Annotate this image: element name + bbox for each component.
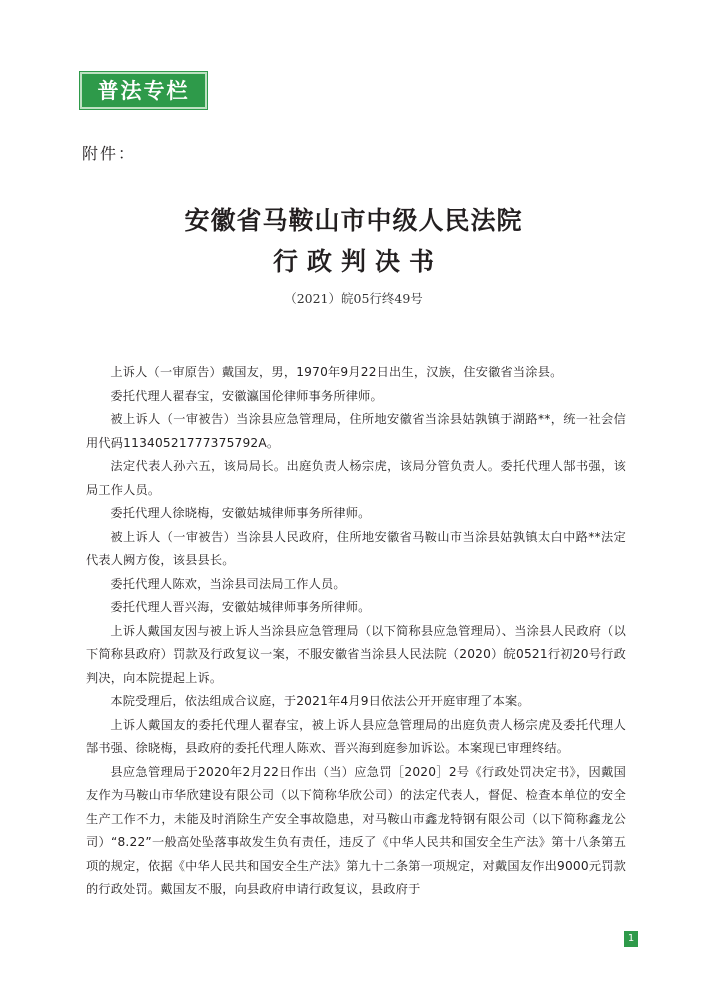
- paragraph: 委托代理人徐晓梅，安徽姑城律师事务所律师。: [110, 506, 371, 520]
- document-type: 行政判决书: [272, 247, 443, 276]
- page-number: 1: [624, 931, 638, 947]
- column-badge: 普法专栏: [80, 72, 207, 109]
- paragraph: 委托代理人翟春宝，安徽瀛国伦律师事务所律师。: [110, 388, 383, 403]
- court-name: 安徽省马鞍山市中级人民法院: [184, 206, 523, 235]
- paragraph: 上诉人戴国友的委托代理人翟春宝，被上诉人县应急管理局的出庭负责人杨宗虎及委托代理人郜书强、徐晓梅，县政府的委托代理人陈欢、晋兴海到庭参加诉讼。本案现已审理终结。: [86, 717, 626, 755]
- judgment-body: [86, 361, 626, 902]
- paragraph: 委托代理人晋兴海，安徽姑城律师事务所律师。: [110, 600, 371, 614]
- paragraph: 县应急管理局于2020年2月22日作出（当）应急罚［2020］2号《行政处罚决定书》，因戴国友作为马鞍山市华欣建设有限公司（以下简称华欣公司）的法定代表人，督促、检查本单位的安全生产工作不力，未能及时消除生产安全事故隐患，对马鞍山市鑫龙特钢有限公司（以下简称鑫龙公司）“8.22”一般高处坠落事故发生负有责任，违反了《中华人民共和国安全生产法》第十八条第五项的规定，依据《中华人民共和国安全生产法》第九十二条第一项规定，对戴国友作出9000元罚款的行政处罚。戴国友不服，向县政府申请行政复议，县政府于: [86, 764, 626, 896]
- paragraph: 法定代表人孙六五，该局局长。出庭负责人杨宗虎，该局分管负责人。委托代理人郜书强，该局工作人员。: [86, 459, 626, 497]
- paragraph: 上诉人戴国友因与被上诉人当涂县应急管理局（以下简称县应急管理局）、当涂县人民政府（以下简称县政府）罚款及行政复议一案，不服安徽省当涂县人民法院（2020）皖0521行初20号行政判决，向本院提起上诉。: [86, 623, 626, 685]
- paragraph: 被上诉人（一审被告）当涂县应急管理局，住所地安徽省当涂县姑孰镇于湖路**，统一社会信用代码11340521777375792A。: [86, 412, 626, 450]
- paragraph: 上诉人（一审原告）戴国友，男，1970年9月22日出生，汉族，住安徽省当涂县。: [110, 365, 563, 379]
- case-number: （2021）皖05行终49号: [284, 291, 423, 306]
- attachment-label: 附件：: [82, 144, 137, 163]
- paragraph: 委托代理人陈欢，当涂县司法局工作人员。: [110, 576, 346, 591]
- paragraph: 本院受理后，依法组成合议庭，于2021年4月9日依法公开开庭审理了本案。: [110, 694, 530, 708]
- paragraph: 被上诉人（一审被告）当涂县人民政府，住所地安徽省马鞍山市当涂县姑孰镇太白中路**法定代表人阙方俊，该县县长。: [86, 529, 626, 567]
